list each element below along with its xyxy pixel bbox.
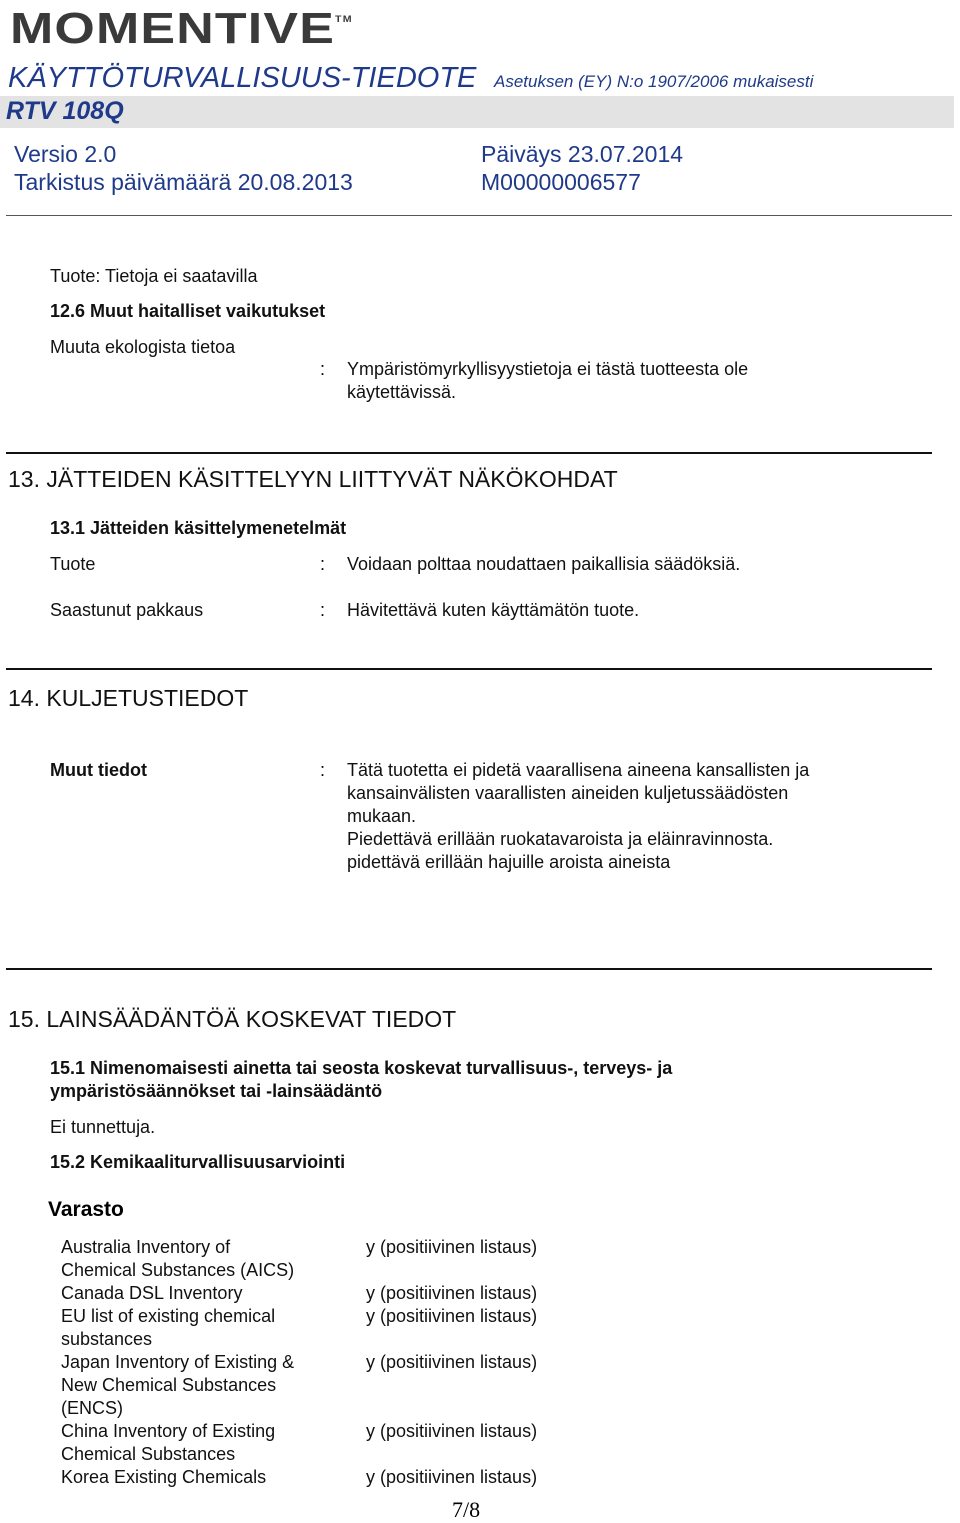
- s14-value-line-3: mukaan.: [347, 806, 417, 826]
- product-name: RTV 108Q: [6, 97, 124, 125]
- s13-subtitle: 13.1 Jätteiden käsittelymenetelmät: [50, 518, 347, 538]
- s14-label: Muut tiedot: [50, 760, 147, 780]
- inventory-status: y (positiivinen listaus): [366, 1421, 538, 1441]
- logo-text: MOMENTIVE: [10, 4, 336, 53]
- header-divider: [6, 215, 952, 216]
- s12-product-line: Tuote: Tietoja ei saatavilla: [50, 266, 258, 286]
- inventory-name-line: Chemical Substances: [61, 1444, 236, 1464]
- inventory-status: y (positiivinen listaus): [366, 1237, 538, 1257]
- s12-label: Muuta ekologista tietoa: [50, 337, 236, 357]
- inventory-name-line: (ENCS): [61, 1398, 123, 1418]
- logo-trademark: TM: [335, 14, 353, 24]
- regulation-reference: Asetuksen (EY) N:o 1907/2006 mukaisesti: [494, 72, 814, 91]
- s15-sub1-value: Ei tunnettuja.: [50, 1117, 156, 1137]
- inventory-name-line: Japan Inventory of Existing &: [61, 1352, 295, 1372]
- s15-sub1-line-2: ympäristösäännökset tai -lainsäädäntö: [50, 1081, 383, 1101]
- product-bar: [0, 96, 954, 128]
- page-number: 7/8: [452, 1497, 481, 1522]
- document-number: M00000006577: [481, 169, 641, 195]
- inventory-status: y (positiivinen listaus): [366, 1283, 538, 1303]
- s12-subtitle: 12.6 Muut haitalliset vaikutukset: [50, 301, 326, 321]
- s15-sub1-line-1: 15.1 Nimenomaisesti ainetta tai seosta koskevat turvallisuus-, terveys- ja: [50, 1058, 673, 1078]
- s13-row-label: Saastunut pakkaus: [50, 600, 204, 620]
- s12-value-line-1: Ympäristömyrkyllisyystietoja ei tästä tuotteesta ole: [347, 359, 749, 379]
- s12-value-line-2: käytettävissä.: [347, 382, 457, 402]
- s15-title: 15. LAINSÄÄDÄNTÖÄ KOSKEVAT TIEDOT: [8, 1006, 457, 1032]
- s13-row-label: Tuote: [50, 554, 96, 574]
- colon: :: [320, 600, 326, 620]
- colon: :: [320, 359, 326, 379]
- s14-value-line-5: pidettävä erillään hajuille aroista aineista: [347, 852, 671, 872]
- section-divider: [6, 452, 932, 454]
- inventory-name-line: EU list of existing chemical: [61, 1306, 276, 1326]
- inventory-status: y (positiivinen listaus): [366, 1352, 538, 1372]
- issue-date: Päiväys 23.07.2014: [481, 141, 684, 167]
- inventory-name-line: Australia Inventory of: [61, 1237, 231, 1257]
- inventory-name-line: Korea Existing Chemicals: [61, 1467, 267, 1487]
- inventory-name-line: New Chemical Substances: [61, 1375, 277, 1395]
- s13-row-value: Voidaan polttaa noudattaen paikallisia säädöksiä.: [347, 554, 741, 574]
- revision-date: Tarkistus päivämäärä 20.08.2013: [14, 169, 353, 195]
- inventory-name-line: substances: [61, 1329, 153, 1349]
- company-logo: [10, 4, 353, 54]
- inventory-status: y (positiivinen listaus): [366, 1467, 538, 1487]
- version: Versio 2.0: [14, 141, 117, 167]
- s14-value-line-1: Tätä tuotetta ei pidetä vaarallisena aineena kansallisten ja: [347, 760, 810, 780]
- colon: :: [320, 554, 326, 574]
- inventory-name-line: Canada DSL Inventory: [61, 1283, 243, 1303]
- s13-row-value: Hävitettävä kuten käyttämätön tuote.: [347, 600, 640, 620]
- s14-value-line-4: Piedettävä erillään ruokatavaroista ja eläinravinnosta.: [347, 829, 774, 849]
- inventory-status: y (positiivinen listaus): [366, 1306, 538, 1326]
- section-divider: [6, 968, 932, 970]
- s13-title: 13. JÄTTEIDEN KÄSITTELYYN LIITTYVÄT NÄKÖKOHDAT: [8, 466, 618, 492]
- s14-value-line-2: kansainvälisten vaarallisten aineiden kuljetussäädösten: [347, 783, 789, 803]
- inventory-name-line: Chemical Substances (AICS): [61, 1260, 295, 1280]
- inventory-name-line: China Inventory of Existing: [61, 1421, 276, 1441]
- colon: :: [320, 760, 326, 780]
- inventory-title: Varasto: [48, 1198, 124, 1221]
- s14-title: 14. KULJETUSTIEDOT: [8, 685, 249, 711]
- document-title: KÄYTTÖTURVALLISUUS-TIEDOTE: [8, 62, 477, 94]
- s15-sub2-title: 15.2 Kemikaaliturvallisuusarviointi: [50, 1152, 346, 1172]
- section-divider: [6, 668, 932, 670]
